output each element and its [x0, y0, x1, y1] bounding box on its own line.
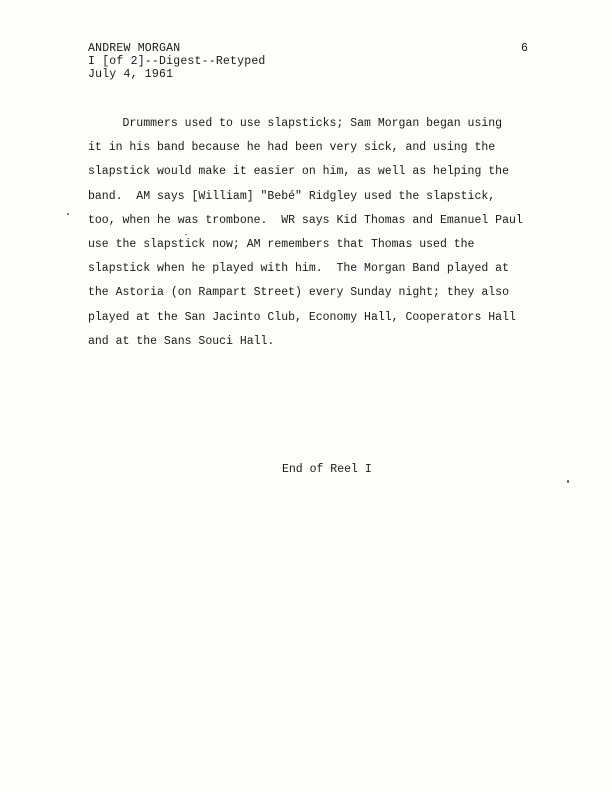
body-line: and at the Sans Souci Hall. — [88, 334, 275, 348]
body-paragraph — [88, 112, 558, 354]
end-of-reel-note: End of Reel I — [282, 463, 372, 476]
scan-speck — [567, 480, 569, 483]
interviewee-name: ANDREW MORGAN — [88, 42, 181, 55]
reel-info: I [of 2]--Digest--Retyped — [88, 55, 266, 68]
body-line: it in his band because he had been very sick, and using the — [88, 141, 496, 155]
page-number: 6 — [521, 42, 528, 55]
document-header — [88, 42, 266, 81]
body-line: use the slapstick now; AM remembers that Thomas used the — [88, 238, 475, 252]
body-line: slapstick when he played with him. The Morgan Band played at — [88, 262, 509, 276]
body-line: too, when he was trombone. WR says Kid Thomas and Emanuel Paul — [88, 213, 523, 227]
body-line: band. AM says [William] "Bebé" Ridgley used the slapstick, — [88, 189, 496, 203]
scan-speck — [67, 213, 69, 215]
body-line: the Astoria (on Rampart Street) every Sunday night; they also — [88, 286, 509, 300]
body-line: played at the San Jacinto Club, Economy Hall, Cooperators Hall — [88, 310, 516, 324]
body-line: Drummers used to use slapsticks; Sam Morgan began using — [88, 117, 503, 130]
body-line: slapstick would make it easier on him, as well as helping the — [88, 165, 509, 179]
scan-speck — [185, 234, 187, 235]
interview-date: July 4, 1961 — [88, 68, 174, 81]
